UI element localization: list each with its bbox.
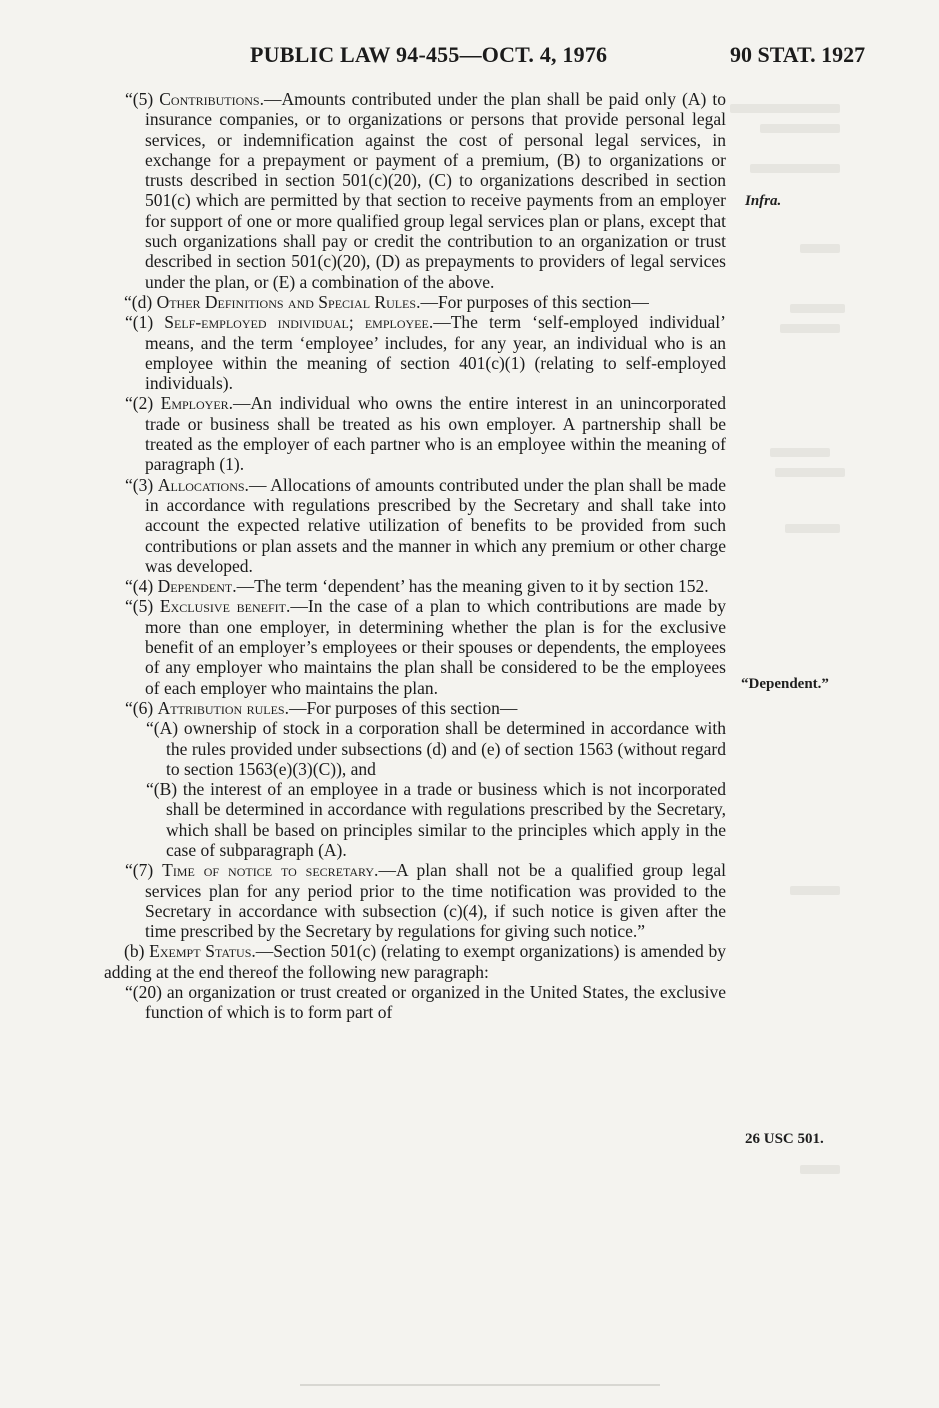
subparagraph-6b: “(B) the interest of an employee in a trade or business which is not incorporated shall be determined in accordance with regulations prescribed by the Secretary, which shall be based on principles similar to the principles which apply in the case of subparagraph (A). (146, 779, 726, 860)
paragraph-6-attribution-rules: “(6) Attribution rules.—For purposes of this section— (125, 697, 518, 718)
page-header (0, 42, 939, 72)
paragraph-5-contributions: “(5) Contributions.—Amounts contributed under the plan shall be paid only (A) to insurance companies, or to organizations or persons that provide personal legal services, or indemnification against the cost of personal legal services, in exchange for a prepayment or payment of a premium, (B) to organizations or trusts described in section 501(c)(20), (C) to organizations described in section 501(c) which are permitted by that section to receive payments from an employer for support of one or more qualified group legal services plan or plans, except that such organizations shall pay or credit the contribution to an organization or trust described in section 501(c)(20), (D) as prepayments to providers of legal services under the plan, or (E) a combination of the above. (125, 89, 726, 292)
header-page-ref: 90 STAT. 1927 (730, 42, 866, 67)
margin-note-infra: Infra. (745, 193, 782, 209)
margin-note-dependent: “Dependent.” (741, 676, 829, 692)
header-title: PUBLIC LAW 94-455—OCT. 4, 1976 (250, 42, 608, 67)
margin-note-usc: 26 USC 501. (745, 1131, 824, 1147)
paragraph-5-exclusive-benefit: “(5) Exclusive benefit.—In the case of a plan to which contributions are made by more than one employer, in determining whether the plan is for the exclusive benefit of an employer’s employees or their spouses or dependents, the employees of any employer who maintains the plan shall be considered to be the employees of each employer who maintains the plan. (125, 596, 726, 698)
paragraph-3-allocations: “(3) Allocations.— Allocations of amounts contributed under the plan shall be made in accordance with regulations prescribed by the Secretary and shall take into account the expected relative utilization of benefits to be provided from such contributions or plan assets and the manner in which any premium or other charge was developed. (125, 474, 726, 576)
bottom-scan-mark (300, 1384, 660, 1386)
heading-other-definitions: Other Definitions and Special Rules. (156, 291, 421, 312)
statute-body (104, 89, 726, 1023)
heading-contributions: Contributions. (159, 89, 264, 109)
subparagraph-6a: “(A) ownership of stock in a corporation shall be determined in accordance with the rules provided under subsections (d) and (e) of section 1563 (without regard to section 1563(e)(3)(C)), and (146, 718, 726, 779)
paragraph-2-employer: “(2) Employer.—An individual who owns the entire interest in an unincorporated trade or business shall be treated as his own employer. A partnership shall be treated as the employer of each partner who is an employee within the meaning of paragraph (1). (125, 393, 726, 475)
paragraph-20: “(20) an organization or trust created or organized in the United States, the exclusive function of which is to form part of (125, 982, 726, 1023)
paragraph-1-self-employed: “(1) Self-employed individual; employee.—The term ‘self-employed individual’ means, and the term ‘employee’ includes, for any year, an individual who is an employee within the meaning of section 401(c)(1) (relating to self-employed individuals). (125, 312, 726, 394)
paragraph-4-dependent: “(4) Dependent.—The term ‘dependent’ has the meaning given to it by section 152. (125, 576, 709, 597)
subsection-d: “(d) Other Definitions and Special Rules.—For purposes of this section— (124, 291, 649, 312)
paragraph-7-time-of-notice: “(7) Time of notice to secretary.—A plan shall not be a qualified group legal services plan for any period prior to the time notification was provided to the Secretary in accordance with subsection (c)(4), if such notice is given after the time prescribed by the Secretary by regulations for giving such notice.” (125, 860, 726, 942)
subsection-b-exempt-status: (b) Exempt Status.—Section 501(c) (relating to exempt organizations) is amended by adding at the end thereof the following new paragraph: (104, 941, 727, 982)
